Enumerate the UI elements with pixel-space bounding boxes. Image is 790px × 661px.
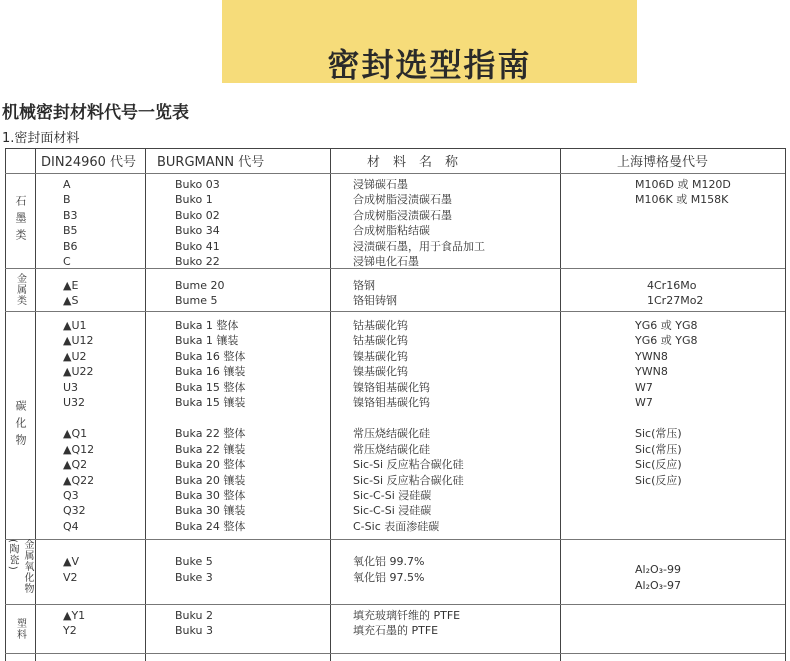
table-cell-din: ▲Q2 — [63, 458, 88, 472]
group-label-ceramic: 金属氧化物(陶瓷) — [7, 539, 33, 594]
table-cell-din: B6 — [63, 239, 78, 253]
table-cell-din: B3 — [63, 208, 78, 222]
table-cell-name: 浸渍碳石墨，用于食品加工 — [353, 239, 485, 253]
table-cell-burg: Buka 16 镶装 — [175, 365, 246, 379]
table-cell-sh: Sic(常压) — [635, 427, 682, 441]
table-cell-burg: Buko 02 — [175, 208, 220, 222]
table-cell-name: 填充石墨的 PTFE — [353, 624, 439, 638]
table-cell-name: 填充玻璃钎维的 PTFE — [353, 609, 461, 622]
table-cell-sh: 1Cr27Mo2 — [647, 294, 704, 308]
table-cell-burg: Buka 1 镶装 — [175, 334, 239, 348]
table-cell-name: 镍铬钼基碳化钨 — [353, 396, 430, 409]
table-cell-din: B — [63, 193, 71, 207]
table-cell-name: 合成树脂浸渍碳石墨 — [353, 193, 452, 207]
table-cell-burg: Buku 2 — [175, 609, 214, 622]
table-cell-burg: Buka 20 镶装 — [175, 473, 246, 487]
table-cell-din: U32 — [63, 396, 86, 409]
section-subheading: 1.密封面材料 — [2, 131, 80, 146]
table-cell-din: ▲U1 — [63, 319, 87, 332]
table-cell-burg: Bume 5 — [175, 294, 218, 308]
table-cell-name: 浸锑碳石墨 — [353, 178, 408, 191]
column-header-shanghai: 上海博格曼代号 — [617, 155, 709, 170]
table-cell-burg: Buko 22 — [175, 255, 220, 268]
table-cell-burg: Buka 30 镶装 — [175, 504, 246, 518]
table-cell-burg: Buka 15 整体 — [175, 380, 246, 394]
table-cell-name: 镍基碳化钨 — [353, 365, 408, 379]
column-header-material-name: 材 料 名 称 — [367, 155, 459, 170]
table-cell-sh: M106K 或 M158K — [635, 193, 729, 207]
table-cell-name: 钴基碳化钨 — [353, 334, 408, 348]
table-cell-din: Y2 — [63, 624, 77, 638]
table-cell-burg: Buke 5 — [175, 555, 213, 568]
table-cell-burg: Buka 22 镶装 — [175, 442, 246, 456]
table-cell-name: 氧化铝 99.7% — [353, 555, 425, 568]
table-cell-burg: Buka 30 整体 — [175, 489, 246, 502]
table-cell-burg: Buko 1 — [175, 193, 213, 207]
table-cell-name: 镍基碳化钨 — [353, 349, 408, 363]
table-cell-sh: YWN8 — [635, 349, 668, 363]
table-cell-burg: Buko 03 — [175, 178, 220, 191]
table-cell-sh: Sic(反应) — [635, 473, 682, 487]
table-cell-name: 铬钼铸钢 — [353, 294, 397, 308]
table-cell-din: ▲Q12 — [63, 442, 95, 456]
table-cell-din: Q32 — [63, 504, 86, 518]
table-cell-din: Q4 — [63, 519, 79, 533]
table-cell-burg: Buko 41 — [175, 239, 220, 253]
materials-table — [5, 148, 786, 661]
table-cell-sh: YWN8 — [635, 365, 668, 379]
table-cell-din: B5 — [63, 224, 78, 238]
table-cell-din: Q3 — [63, 489, 79, 502]
table-cell-din: ▲V — [63, 555, 79, 568]
table-cell-din: ▲E — [63, 279, 79, 292]
table-cell-din: ▲Q1 — [63, 427, 88, 441]
group-label-graphite: 石墨类 — [14, 195, 27, 246]
table-cell-din: C — [63, 255, 71, 268]
table-cell-sh: Sic(反应) — [635, 458, 682, 472]
table-cell-sh: 4Cr16Mo — [647, 279, 697, 292]
table-cell-sh: Al₂O₃-99 — [635, 563, 682, 576]
table-cell-din: ▲U22 — [63, 365, 94, 379]
banner-title: 密封选型指南 — [327, 46, 532, 84]
table-cell-sh: Al₂O₃-97 — [635, 579, 682, 592]
table-cell-sh: W7 — [635, 396, 653, 409]
table-cell-burg: Buka 22 整体 — [175, 427, 246, 441]
table-cell-name: C-Sic 表面渗硅碳 — [353, 519, 440, 533]
table-cell-din: ▲U12 — [63, 334, 94, 348]
page-heading: 机械密封材料代号一览表 — [2, 103, 189, 123]
table-cell-din: U3 — [63, 380, 79, 394]
table-cell-sh: Sic(常压) — [635, 442, 682, 456]
group-label-metal: 金属类 — [14, 273, 26, 306]
table-cell-name: Sic-Si 反应粘合碳化硅 — [353, 458, 464, 472]
group-label-plastic: 塑料 — [14, 617, 26, 640]
table-cell-name: 合成树脂粘结碳 — [353, 224, 430, 238]
table-cell-din: ▲Q22 — [63, 473, 95, 487]
table-cell-burg: Buku 3 — [175, 624, 214, 638]
table-cell-name: 合成树脂浸渍碳石墨 — [353, 208, 452, 222]
table-cell-din: V2 — [63, 571, 78, 584]
table-cell-sh: YG6 或 YG8 — [635, 319, 698, 332]
table-cell-burg: Buka 16 整体 — [175, 349, 246, 363]
table-cell-din: ▲S — [63, 294, 79, 308]
table-cell-din: ▲Y1 — [63, 609, 86, 622]
table-cell-burg: Buko 34 — [175, 224, 220, 238]
table-cell-name: Sic-C-Si 浸硅碳 — [353, 489, 432, 502]
table-cell-name: Sic-Si 反应粘合碳化硅 — [353, 473, 464, 487]
table-cell-burg: Buka 24 整体 — [175, 519, 246, 533]
table-cell-name: 铬钢 — [353, 279, 375, 292]
table-cell-sh: M106D 或 M120D — [635, 178, 731, 191]
table-cell-name: 钴基碳化钨 — [353, 319, 408, 332]
group-label-carbide: 碳化物 — [14, 399, 27, 451]
table-cell-name: Sic-C-Si 浸硅碳 — [353, 504, 432, 518]
table-cell-din: ▲U2 — [63, 349, 87, 363]
table-cell-burg: Buke 3 — [175, 571, 213, 584]
table-cell-name: 常压烧结碳化硅 — [353, 427, 430, 441]
table-cell-din: A — [63, 178, 71, 191]
table-cell-burg: Buka 15 镶装 — [175, 396, 246, 409]
column-header-burgmann: BURGMANN 代号 — [157, 155, 265, 170]
table-cell-name: 镍铬钼基碳化钨 — [353, 380, 430, 394]
table-cell-name: 氧化铝 97.5% — [353, 571, 425, 584]
table-cell-burg: Buka 1 整体 — [175, 319, 239, 332]
table-cell-burg: Bume 20 — [175, 279, 225, 292]
table-cell-burg: Buka 20 整体 — [175, 458, 246, 472]
table-cell-name: 浸锑电化石墨 — [353, 255, 419, 268]
table-cell-name: 常压烧结碳化硅 — [353, 442, 430, 456]
column-header-din: DIN24960 代号 — [41, 155, 137, 170]
table-cell-sh: W7 — [635, 380, 653, 394]
table-cell-sh: YG6 或 YG8 — [635, 334, 698, 348]
